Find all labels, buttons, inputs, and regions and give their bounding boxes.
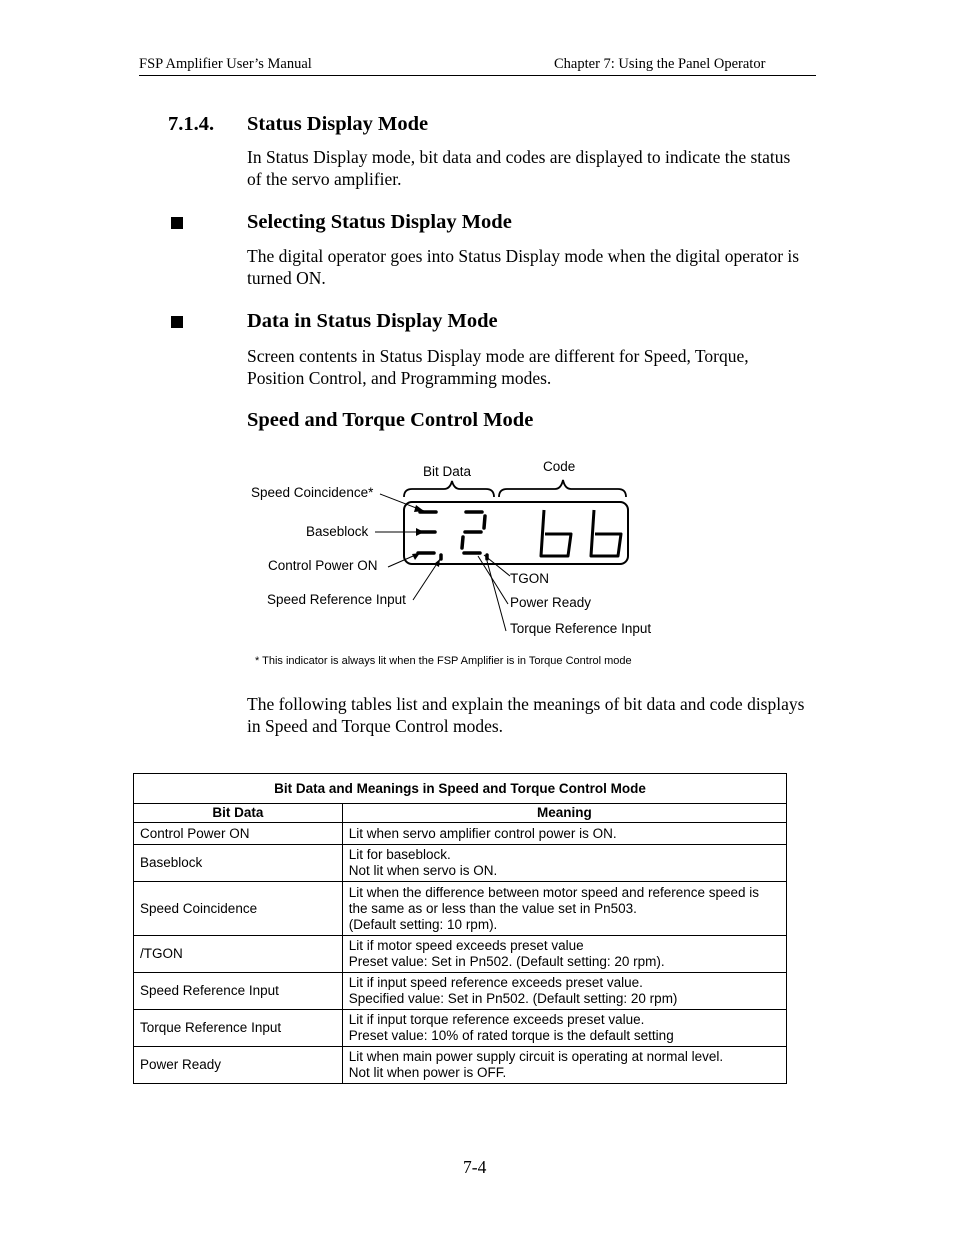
code-brace (499, 480, 626, 497)
meaning-cell (342, 973, 786, 1010)
bit-cell: Speed Coincidence (134, 882, 343, 936)
meaning-cell (342, 1047, 786, 1084)
code-digit-b-2 (591, 510, 621, 556)
torque-reference-input-label: Torque Reference Input (510, 621, 652, 636)
subsection-title: Data in Status Display Mode (247, 310, 498, 332)
meaning-line: Lit if motor speed exceeds preset value (348, 938, 584, 953)
meaning-line: Lit for baseblock. (348, 847, 451, 862)
table-row (134, 936, 787, 973)
meaning-line: Preset value: Set in Pn502. (Default setting: 20 rpm). (348, 954, 665, 969)
table-title: Bit Data and Meanings in Speed and Torque Control Mode (134, 774, 787, 804)
meaning-line: Not lit when servo is ON. (348, 863, 498, 878)
tgon-label: TGON (510, 571, 549, 586)
tables-intro: The following tables list and explain the meanings of bit data and code displays in Speed and Torque Control modes. (247, 694, 805, 736)
table-title-row (134, 774, 787, 804)
column-header-meaning: Meaning (342, 804, 786, 823)
running-header-left: FSP Amplifier User’s Manual (139, 56, 312, 72)
meaning-line: Lit when servo amplifier control power is ON. (348, 825, 617, 841)
meaning-line: Lit if input torque reference exceeds preset value. (348, 1012, 645, 1027)
page-number: 7-4 (463, 1157, 487, 1177)
arrowhead (416, 528, 424, 536)
meaning-line: Not lit when power is OFF. (348, 1065, 507, 1080)
meaning-line: Preset value: 10% of rated torque is the default setting (348, 1028, 674, 1043)
meaning-line: Lit when the difference between motor speed and reference speed is the same as or less than the value set in Pn503. (348, 884, 760, 916)
mode-heading: Speed and Torque Control Mode (247, 409, 534, 431)
arrowhead (414, 505, 424, 512)
subsection-text: Screen contents in Status Display mode are different for Speed, Torque, Position Control, and Programming modes. (247, 346, 749, 388)
meaning-cell (342, 936, 786, 973)
section-intro: In Status Display mode, bit data and codes are displayed to indicate the status of the servo amplifier. (247, 147, 791, 189)
control-power-on-label: Control Power ON (268, 558, 378, 573)
bit-cell: Baseblock (134, 845, 343, 882)
diagram-footnote: * This indicator is always lit when the FSP Amplifier is in Torque Control mode (255, 655, 632, 667)
speed-reference-input-label: Speed Reference Input (267, 592, 406, 607)
subsection-text: The digital operator goes into Status Display mode when the digital operator is turned ON. (247, 246, 800, 288)
meaning-cell (342, 882, 786, 936)
power-ready-label: Power Ready (510, 595, 592, 610)
meaning-line: Lit if input speed reference exceeds preset value. (348, 975, 643, 990)
code-digit-b-1 (541, 510, 571, 556)
table-row (134, 823, 787, 845)
bit-cell: Torque Reference Input (134, 1010, 343, 1047)
meaning-line: (Default setting: 10 rpm). (348, 916, 498, 932)
table-row (134, 973, 787, 1010)
meaning-cell (342, 845, 786, 882)
section-number: 7.1.4. (168, 113, 215, 135)
bit-cell: Speed Reference Input (134, 973, 343, 1010)
table-row (134, 1010, 787, 1047)
table-row (134, 845, 787, 882)
speed-coincidence-label: Speed Coincidence* (251, 485, 374, 500)
code-label: Code (543, 459, 576, 474)
baseblock-label: Baseblock (306, 524, 369, 539)
bit-digit-2 (441, 512, 487, 559)
table-header-row (134, 804, 787, 823)
bit-cell: Power Ready (134, 1047, 343, 1084)
meaning-cell (342, 823, 786, 845)
section-title: Status Display Mode (247, 113, 429, 135)
subsection-title: Selecting Status Display Mode (247, 211, 512, 233)
running-header-right: Chapter 7: Using the Panel Operator (554, 56, 766, 72)
bit-data-label: Bit Data (423, 464, 472, 479)
meaning-line: Specified value: Set in Pn502. (Default setting: 20 rpm) (348, 991, 678, 1006)
bit-cell: /TGON (134, 936, 343, 973)
bit-data-table (133, 773, 787, 1084)
meaning-cell (342, 1010, 786, 1047)
table-row (134, 1047, 787, 1084)
bit-data-brace (404, 481, 494, 497)
table-row (134, 882, 787, 936)
meaning-line: Lit when main power supply circuit is operating at normal level. (348, 1049, 724, 1064)
column-header-bit-data: Bit Data (134, 804, 343, 823)
bit-cell: Control Power ON (134, 823, 343, 845)
